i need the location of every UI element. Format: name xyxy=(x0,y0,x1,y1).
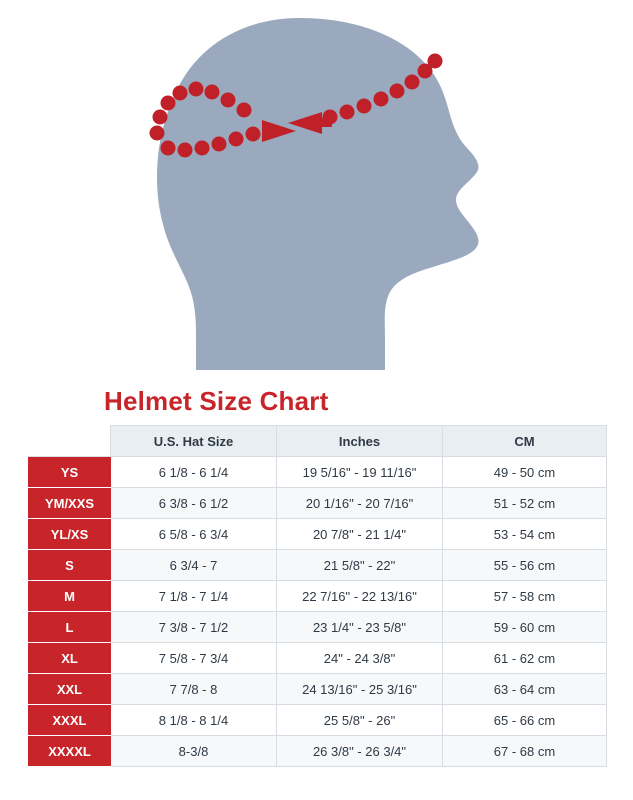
row-size-label: XXXXL xyxy=(29,736,111,767)
row-inches: 20 7/8" - 21 1/4" xyxy=(277,519,443,550)
table-row xyxy=(29,674,607,705)
row-inches: 24" - 24 3/8" xyxy=(277,643,443,674)
row-hat-size: 6 3/8 - 6 1/2 xyxy=(111,488,277,519)
row-hat-size: 8 1/8 - 8 1/4 xyxy=(111,705,277,736)
row-size-label: L xyxy=(29,612,111,643)
row-inches: 25 5/8" - 26" xyxy=(277,705,443,736)
column-header-cm: CM xyxy=(443,426,607,457)
table-row xyxy=(29,736,607,767)
table-header-row xyxy=(29,426,607,457)
page-title: Helmet Size Chart xyxy=(104,386,329,416)
column-header-size xyxy=(29,426,111,457)
row-size-label: XXXL xyxy=(29,705,111,736)
table-row xyxy=(29,581,607,612)
row-size-label: M xyxy=(29,581,111,612)
table-row xyxy=(29,643,607,674)
row-cm: 53 - 54 cm xyxy=(443,519,607,550)
row-cm: 49 - 50 cm xyxy=(443,457,607,488)
head-diagram-svg xyxy=(0,0,633,370)
table-row xyxy=(29,612,607,643)
row-hat-size: 6 5/8 - 6 3/4 xyxy=(111,519,277,550)
table-row xyxy=(29,457,607,488)
row-cm: 55 - 56 cm xyxy=(443,550,607,581)
row-cm: 61 - 62 cm xyxy=(443,643,607,674)
row-size-label: YS xyxy=(29,457,111,488)
row-hat-size: 7 5/8 - 7 3/4 xyxy=(111,643,277,674)
row-size-label: XL xyxy=(29,643,111,674)
head-measurement-illustration xyxy=(0,0,633,370)
helmet-size-table xyxy=(28,425,607,767)
arrow-left-tail xyxy=(320,118,332,127)
row-cm: 63 - 64 cm xyxy=(443,674,607,705)
row-inches: 20 1/16" - 20 7/16" xyxy=(277,488,443,519)
row-inches: 23 1/4" - 23 5/8" xyxy=(277,612,443,643)
row-hat-size: 7 1/8 - 7 1/4 xyxy=(111,581,277,612)
row-hat-size: 6 3/4 - 7 xyxy=(111,550,277,581)
row-size-label: YL/XS xyxy=(29,519,111,550)
row-size-label: S xyxy=(29,550,111,581)
row-inches: 26 3/8" - 26 3/4" xyxy=(277,736,443,767)
table-row xyxy=(29,519,607,550)
row-hat-size: 7 7/8 - 8 xyxy=(111,674,277,705)
column-header-hat-size: U.S. Hat Size xyxy=(111,426,277,457)
table-row xyxy=(29,550,607,581)
row-hat-size: 6 1/8 - 6 1/4 xyxy=(111,457,277,488)
row-inches: 22 7/16" - 22 13/16" xyxy=(277,581,443,612)
row-hat-size: 7 3/8 - 7 1/2 xyxy=(111,612,277,643)
table-row xyxy=(29,705,607,736)
row-hat-size: 8-3/8 xyxy=(111,736,277,767)
row-cm: 67 - 68 cm xyxy=(443,736,607,767)
row-cm: 59 - 60 cm xyxy=(443,612,607,643)
row-size-label: YM/XXS xyxy=(29,488,111,519)
row-inches: 24 13/16" - 25 3/16" xyxy=(277,674,443,705)
row-cm: 65 - 66 cm xyxy=(443,705,607,736)
row-inches: 19 5/16" - 19 11/16" xyxy=(277,457,443,488)
column-header-inches: Inches xyxy=(277,426,443,457)
row-inches: 21 5/8" - 22" xyxy=(277,550,443,581)
row-size-label: XXL xyxy=(29,674,111,705)
row-cm: 51 - 52 cm xyxy=(443,488,607,519)
row-cm: 57 - 58 cm xyxy=(443,581,607,612)
table-row xyxy=(29,488,607,519)
